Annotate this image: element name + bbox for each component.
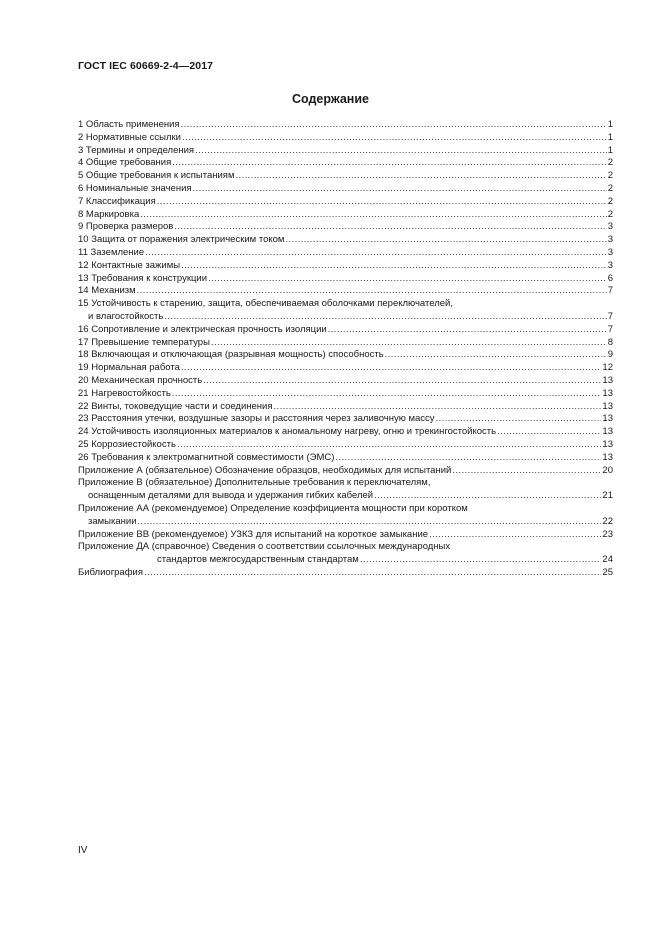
toc-item-15[interactable]: и влагостойкость ..... 7 bbox=[78, 311, 613, 324]
toc-item-1[interactable]: 1 Область применения ..... 1 bbox=[78, 119, 613, 132]
toc-item-19[interactable]: 19 Нормальная работа ..... 12 bbox=[78, 362, 613, 375]
page-title: Содержание bbox=[291, 92, 369, 106]
toc-appendix-b[interactable]: оснащенным деталями для вывода и удержания гибких кабелей ..... 21 bbox=[78, 490, 613, 503]
toc-item-23[interactable]: 23 Расстояния утечки, воздушные зазоры и расстояния через заливочную массу ..... 13 bbox=[78, 413, 613, 426]
toc-item-7[interactable]: 7 Классификация ..... 2 bbox=[78, 196, 613, 209]
page-number: IV bbox=[78, 845, 88, 856]
toc-appendix-da-line1[interactable]: Приложение ДА (справочное) Сведения о соответствии ссылочных международных bbox=[78, 541, 451, 553]
toc-appendix-a[interactable]: Приложение А (обязательное) Обозначение образцов, необходимых для испытаний ..... 20 bbox=[78, 465, 613, 478]
toc-item-2[interactable]: 2 Нормативные ссылки ..... 1 bbox=[78, 132, 613, 145]
toc-appendix-aa[interactable]: замыкании ..... 22 bbox=[78, 516, 613, 529]
toc-item-13[interactable]: 13 Требования к конструкции ..... 6 bbox=[78, 273, 613, 286]
toc-item-14[interactable]: 14 Механизм ..... 7 bbox=[78, 285, 613, 298]
toc-item-10[interactable]: 10 Защита от поражения электрическим током ..... 3 bbox=[78, 234, 613, 247]
toc-item-22[interactable]: 22 Винты, токоведущие части и соединения ..... 13 bbox=[78, 401, 613, 414]
toc-item-15-line1[interactable]: 15 Устойчивость к старению, защита, обеспечиваемая оболочками переключателей, bbox=[78, 298, 453, 310]
toc-item-17[interactable]: 17 Превышение температуры ..... 8 bbox=[78, 337, 613, 350]
toc-item-3[interactable]: 3 Термины и определения ..... 1 bbox=[78, 145, 613, 158]
document-code-header: ГОСТ IEC 60669-2-4—2017 bbox=[78, 60, 214, 72]
toc-appendix-bb[interactable]: Приложение ВВ (рекомендуемое) УЗКЗ для испытаний на короткое замыкание ..... 23 bbox=[78, 529, 613, 542]
table-of-contents bbox=[78, 119, 613, 580]
toc-item-20[interactable]: 20 Механическая прочность ..... 13 bbox=[78, 375, 613, 388]
toc-item-21[interactable]: 21 Нагревостойкость ..... 13 bbox=[78, 388, 613, 401]
toc-item-4[interactable]: 4 Общие требования ..... 2 bbox=[78, 157, 613, 170]
toc-item-24[interactable]: 24 Устойчивость изоляционных материалов к аномальному нагреву, огню и трекингостойкость ..... 13 bbox=[78, 426, 613, 439]
toc-item-5[interactable]: 5 Общие требования к испытаниям ..... 2 bbox=[78, 170, 613, 183]
toc-item-9[interactable]: 9 Проверка размеров ..... 3 bbox=[78, 221, 613, 234]
toc-item-8[interactable]: 8 Маркировка ..... 2 bbox=[78, 209, 613, 222]
toc-item-11[interactable]: 11 Заземление ..... 3 bbox=[78, 247, 613, 260]
toc-item-18[interactable]: 18 Включающая и отключающая (разрывная мощность) способность ..... 9 bbox=[78, 349, 613, 362]
toc-appendix-aa-line1[interactable]: Приложение АА (рекомендуемое) Определение коэффициента мощности при коротком bbox=[78, 502, 468, 514]
toc-item-12[interactable]: 12 Контактные зажимы ..... 3 bbox=[78, 260, 613, 273]
toc-appendix-da[interactable]: стандартов межгосударственным стандартам ..... 24 bbox=[78, 554, 613, 567]
toc-bibliography[interactable]: Библиография ..... 25 bbox=[78, 567, 613, 580]
toc-item-6[interactable]: 6 Номинальные значения ..... 2 bbox=[78, 183, 613, 196]
toc-appendix-b-line1[interactable]: Приложение В (обязательное) Дополнительные требования к переключателям, bbox=[78, 477, 431, 489]
toc-item-25[interactable]: 25 Коррозиестойкость ..... 13 bbox=[78, 439, 613, 452]
toc-item-16[interactable]: 16 Сопротивление и электрическая прочность изоляции ..... 7 bbox=[78, 324, 613, 337]
toc-item-26[interactable]: 26 Требования к электромагнитной совместимости (ЭМС) ..... 13 bbox=[78, 452, 613, 465]
